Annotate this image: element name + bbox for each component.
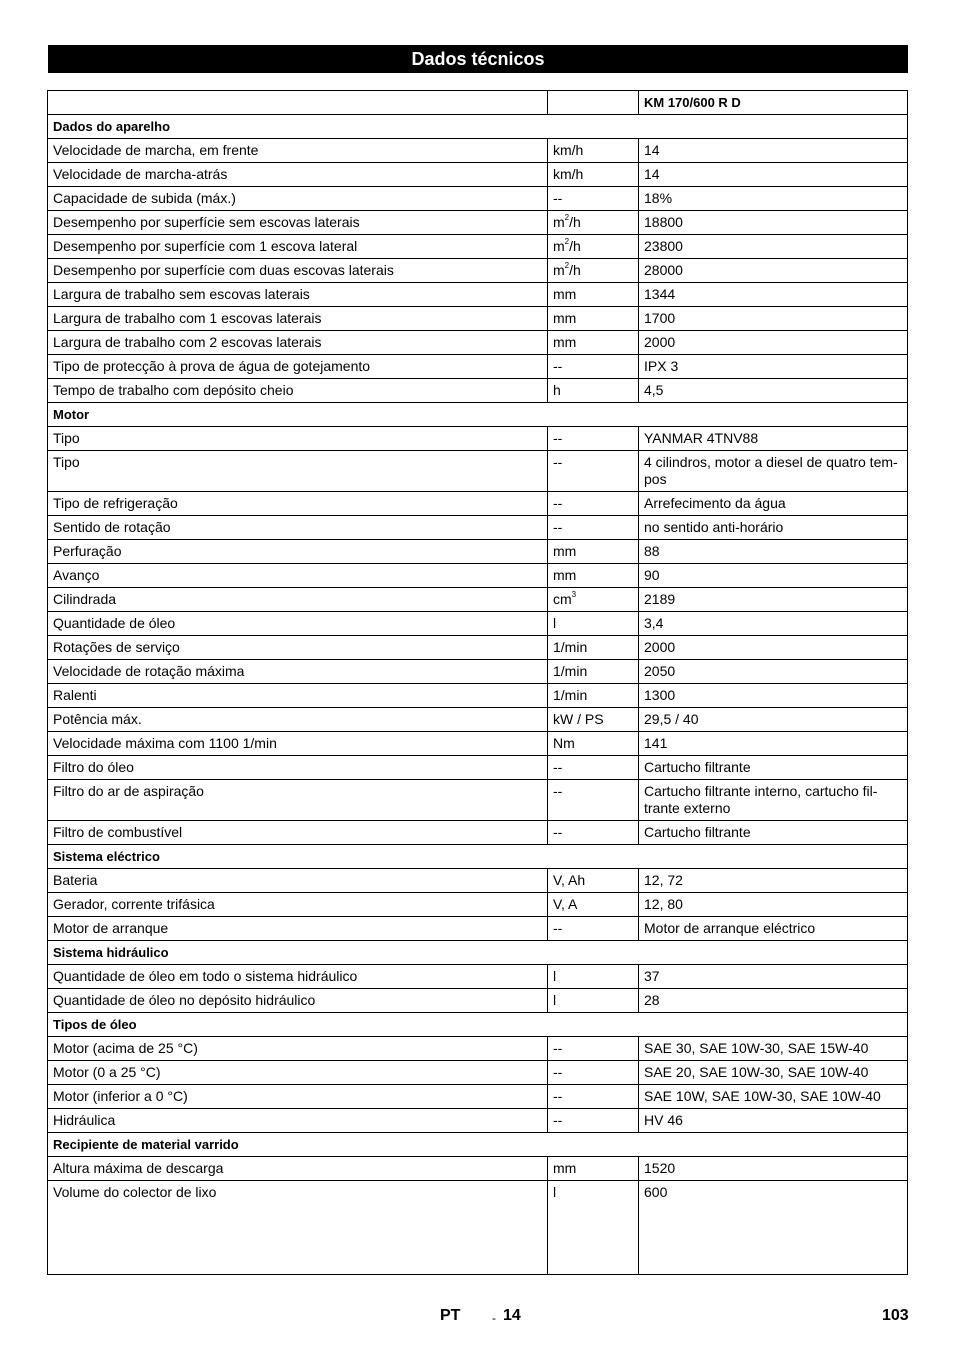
spec-unit-cell: mm <box>548 331 639 355</box>
spec-value-cell: 1344 <box>639 283 908 307</box>
section-heading: Sistema eléctrico <box>48 845 908 869</box>
table-row <box>48 780 908 821</box>
table-row <box>48 1085 908 1109</box>
spec-label-cell: Quantidade de óleo no depósito hidráulico <box>48 989 548 1013</box>
spec-label-cell: Velocidade máxima com 1100 1/min <box>48 732 548 756</box>
spec-unit-cell: $cm^3$ <box>548 588 639 612</box>
spec-unit-cell: $m^2/h$ <box>548 211 639 235</box>
spec-unit-cell: l <box>548 989 639 1013</box>
spec-value-cell: 14 <box>639 139 908 163</box>
table-row <box>48 893 908 917</box>
spec-label-cell: Volume do colector de lixo <box>48 1181 548 1275</box>
spec-unit-cell: V, A <box>548 893 639 917</box>
table-row <box>48 331 908 355</box>
table-row <box>48 612 908 636</box>
table-row <box>48 492 908 516</box>
spec-unit-cell: mm <box>548 1157 639 1181</box>
spec-unit-cell: -- <box>548 451 639 492</box>
spec-value-cell: Arrefecimento da água <box>639 492 908 516</box>
footer-local-page: 14 <box>503 1307 521 1324</box>
spec-value-cell: 2050 <box>639 660 908 684</box>
table-row <box>48 283 908 307</box>
section-heading: Sistema hidráulico <box>48 941 908 965</box>
spec-unit-cell: mm <box>548 307 639 331</box>
header-blank-cell <box>48 91 548 115</box>
spec-value-cell: 23800 <box>639 235 908 259</box>
spec-label-cell: Desempenho por superfície sem escovas laterais <box>48 211 548 235</box>
header-blank-cell <box>548 91 639 115</box>
spec-value-cell: Cartucho filtrante <box>639 821 908 845</box>
spec-value-cell: IPX 3 <box>639 355 908 379</box>
spec-unit-cell: mm <box>548 540 639 564</box>
spec-label-cell: Tempo de trabalho com depósito cheio <box>48 379 548 403</box>
spec-label-cell: Filtro do ar de aspiração <box>48 780 548 821</box>
spec-unit-cell: -- <box>548 355 639 379</box>
spec-label-cell: Tipo <box>48 451 548 492</box>
spec-value-cell: 1300 <box>639 684 908 708</box>
spec-label-cell: Sentido de rotação <box>48 516 548 540</box>
spec-value-cell: 29,5 / 40 <box>639 708 908 732</box>
spec-label-cell: Quantidade de óleo em todo o sistema hidráulico <box>48 965 548 989</box>
spec-value-cell: YANMAR 4TNV88 <box>639 427 908 451</box>
table-row <box>48 1181 908 1275</box>
spec-unit-cell: -- <box>548 821 639 845</box>
spec-unit-cell: -- <box>548 187 639 211</box>
spec-value-cell: 1520 <box>639 1157 908 1181</box>
table-row <box>48 989 908 1013</box>
table-row <box>48 1109 908 1133</box>
spec-table-body <box>48 91 908 1275</box>
spec-value-cell: 18% <box>639 187 908 211</box>
spec-value-cell: 88 <box>639 540 908 564</box>
table-row <box>48 1157 908 1181</box>
spec-value-cell: 28 <box>639 989 908 1013</box>
spec-value-cell: 600 <box>639 1181 908 1275</box>
spec-unit-cell: l <box>548 965 639 989</box>
spec-value-cell: 3,4 <box>639 612 908 636</box>
page-title: Dados técnicos <box>48 45 908 73</box>
table-row <box>48 187 908 211</box>
model-header: KM 170/600 R D <box>639 91 908 115</box>
spec-label-cell: Largura de trabalho com 2 escovas laterais <box>48 331 548 355</box>
table-row <box>48 451 908 492</box>
spec-unit-cell: 1/min <box>548 684 639 708</box>
spec-label-cell: Desempenho por superfície com duas escovas laterais <box>48 259 548 283</box>
table-row <box>48 821 908 845</box>
table-row <box>48 660 908 684</box>
spec-value-cell: SAE 30, SAE 10W-30, SAE 15W-40 <box>639 1037 908 1061</box>
spec-label-cell: Motor (0 a 25 °C) <box>48 1061 548 1085</box>
spec-unit-cell: Nm <box>548 732 639 756</box>
spec-unit-cell: h <box>548 379 639 403</box>
spec-label-cell: Quantidade de óleo <box>48 612 548 636</box>
spec-unit-cell: km/h <box>548 139 639 163</box>
table-row <box>48 379 908 403</box>
spec-label-cell: Hidráulica <box>48 1109 548 1133</box>
spec-value-cell: no sentido anti-horário <box>639 516 908 540</box>
footer-language: PT <box>440 1307 461 1324</box>
table-row <box>48 516 908 540</box>
section-heading: Tipos de óleo <box>48 1013 908 1037</box>
spec-value-cell: 1700 <box>639 307 908 331</box>
table-row <box>48 139 908 163</box>
spec-unit-cell: mm <box>548 564 639 588</box>
table-row <box>48 636 908 660</box>
spec-value-cell: 2000 <box>639 636 908 660</box>
spec-label-cell: Avanço <box>48 564 548 588</box>
spec-value-cell: 12, 72 <box>639 869 908 893</box>
spec-unit-cell: V, Ah <box>548 869 639 893</box>
spec-unit-cell: -- <box>548 1085 639 1109</box>
spec-value-cell: 90 <box>639 564 908 588</box>
table-row <box>48 1061 908 1085</box>
spec-unit-cell: -- <box>548 492 639 516</box>
spec-unit-cell: -- <box>548 427 639 451</box>
spec-label-cell: Desempenho por superfície com 1 escova lateral <box>48 235 548 259</box>
spec-value-cell: 12, 80 <box>639 893 908 917</box>
spec-unit-cell: km/h <box>548 163 639 187</box>
spec-label-cell: Largura de trabalho sem escovas laterais <box>48 283 548 307</box>
spec-value-cell: Motor de arranque eléctrico <box>639 917 908 941</box>
section-row <box>48 115 908 139</box>
spec-value-cell: 4 cilindros, motor a diesel de quatro tem-pos <box>639 451 908 492</box>
table-header-row <box>48 91 908 115</box>
spec-unit-cell: l <box>548 1181 639 1275</box>
spec-label-cell: Velocidade de marcha, em frente <box>48 139 548 163</box>
table-row <box>48 708 908 732</box>
spec-label-cell: Tipo <box>48 427 548 451</box>
section-heading: Dados do aparelho <box>48 115 908 139</box>
spec-unit-cell: -- <box>548 1061 639 1085</box>
spec-value-cell: SAE 10W, SAE 10W-30, SAE 10W-40 <box>639 1085 908 1109</box>
section-row <box>48 403 908 427</box>
table-row <box>48 427 908 451</box>
spec-unit-cell: -- <box>548 1109 639 1133</box>
spec-label-cell: Filtro do óleo <box>48 756 548 780</box>
spec-label-cell: Altura máxima de descarga <box>48 1157 548 1181</box>
table-row <box>48 259 908 283</box>
spec-value-cell: 14 <box>639 163 908 187</box>
spec-table <box>47 90 908 1275</box>
footer-page-number: 103 <box>882 1307 909 1324</box>
spec-label-cell: Bateria <box>48 869 548 893</box>
spec-unit-cell: -- <box>548 756 639 780</box>
spec-label-cell: Velocidade de marcha-atrás <box>48 163 548 187</box>
spec-unit-cell: 1/min <box>548 660 639 684</box>
spec-label-cell: Motor (inferior a 0 °C) <box>48 1085 548 1109</box>
table-row <box>48 917 908 941</box>
spec-label-cell: Ralenti <box>48 684 548 708</box>
spec-unit-cell: kW / PS <box>548 708 639 732</box>
spec-label-cell: Largura de trabalho com 1 escovas laterais <box>48 307 548 331</box>
spec-unit-cell: -- <box>548 917 639 941</box>
spec-label-cell: Gerador, corrente trifásica <box>48 893 548 917</box>
spec-label-cell: Filtro de combustível <box>48 821 548 845</box>
spec-unit-cell: -- <box>548 780 639 821</box>
section-heading: Recipiente de material varrido <box>48 1133 908 1157</box>
spec-label-cell: Perfuração <box>48 540 548 564</box>
table-row <box>48 869 908 893</box>
section-row <box>48 1133 908 1157</box>
spec-unit-cell: $m^2/h$ <box>548 259 639 283</box>
spec-unit-cell: mm <box>548 283 639 307</box>
spec-value-cell: 2189 <box>639 588 908 612</box>
table-row <box>48 965 908 989</box>
spec-label-cell: Capacidade de subida (máx.) <box>48 187 548 211</box>
table-row <box>48 684 908 708</box>
spec-label-cell: Motor (acima de 25 °C) <box>48 1037 548 1061</box>
spec-label-cell: Tipo de protecção à prova de água de gotejamento <box>48 355 548 379</box>
spec-value-cell: Cartucho filtrante interno, cartucho fil-trante externo <box>639 780 908 821</box>
spec-label-cell: Cilindrada <box>48 588 548 612</box>
table-row <box>48 163 908 187</box>
spec-value-cell: SAE 20, SAE 10W-30, SAE 10W-40 <box>639 1061 908 1085</box>
spec-unit-cell: -- <box>548 516 639 540</box>
spec-label-cell: Rotações de serviço <box>48 636 548 660</box>
spec-value-cell: 37 <box>639 965 908 989</box>
spec-unit-cell: $m^2/h$ <box>548 235 639 259</box>
spec-value-cell: 141 <box>639 732 908 756</box>
table-row <box>48 307 908 331</box>
spec-unit-cell: l <box>548 612 639 636</box>
table-row <box>48 564 908 588</box>
section-row <box>48 1013 908 1037</box>
spec-unit-cell: -- <box>548 1037 639 1061</box>
footer-dash: - <box>492 1311 496 1325</box>
spec-value-cell: 4,5 <box>639 379 908 403</box>
section-row <box>48 845 908 869</box>
table-row <box>48 756 908 780</box>
spec-label-cell: Motor de arranque <box>48 917 548 941</box>
spec-value-cell: Cartucho filtrante <box>639 756 908 780</box>
table-row <box>48 588 908 612</box>
table-row <box>48 355 908 379</box>
table-row <box>48 211 908 235</box>
table-row <box>48 540 908 564</box>
table-row <box>48 1037 908 1061</box>
spec-label-cell: Potência máx. <box>48 708 548 732</box>
section-row <box>48 941 908 965</box>
table-row <box>48 235 908 259</box>
spec-value-cell: 18800 <box>639 211 908 235</box>
spec-label-cell: Velocidade de rotação máxima <box>48 660 548 684</box>
spec-value-cell: HV 46 <box>639 1109 908 1133</box>
spec-value-cell: 2000 <box>639 331 908 355</box>
spec-value-cell: 28000 <box>639 259 908 283</box>
spec-label-cell: Tipo de refrigeração <box>48 492 548 516</box>
table-row <box>48 732 908 756</box>
spec-unit-cell: 1/min <box>548 636 639 660</box>
section-heading: Motor <box>48 403 908 427</box>
